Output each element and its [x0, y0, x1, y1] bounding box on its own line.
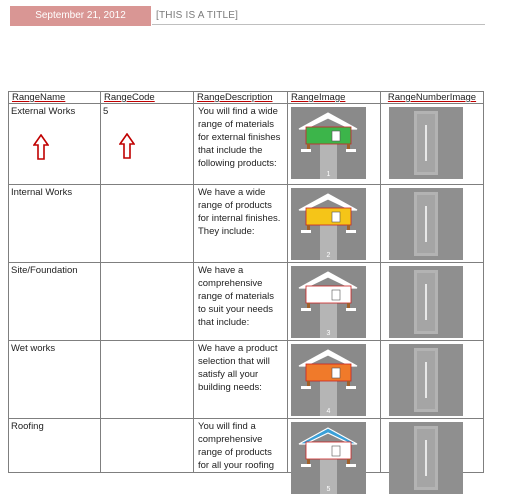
- range-description-cell[interactable]: [194, 419, 288, 473]
- range-description: We have a wide range of products for internal finishes. They include:: [198, 187, 281, 237]
- header-rangecode: RangeCode: [101, 92, 194, 104]
- range-name-cell[interactable]: [9, 104, 101, 185]
- up-arrow-icon: [119, 133, 135, 159]
- range-code-cell[interactable]: [101, 185, 194, 263]
- house-number-label: 2: [326, 252, 331, 259]
- range-number-image-cell[interactable]: [381, 263, 484, 341]
- number-image: [389, 344, 463, 416]
- number-image: [389, 266, 463, 338]
- range-name: Wet works: [11, 343, 56, 354]
- range-name: Site/Foundation: [11, 265, 78, 276]
- number-image: [389, 188, 463, 260]
- range-name: Internal Works: [11, 187, 73, 198]
- date-badge[interactable]: September 21, 2012: [10, 6, 151, 26]
- up-arrow-icon: [33, 134, 49, 160]
- range-code-cell[interactable]: [101, 263, 194, 341]
- header-rangedescription: RangeDescription: [194, 92, 288, 104]
- header-rangenumberimage: RangeNumberImage: [381, 92, 484, 104]
- range-number-image-cell[interactable]: [381, 104, 484, 185]
- range-description: We have a product selection that will satisfy all your building needs:: [198, 343, 278, 393]
- range-number-image-cell[interactable]: [381, 419, 484, 473]
- house-number-label: 3: [326, 330, 331, 337]
- number-image: [389, 107, 463, 179]
- range-name-cell[interactable]: [9, 341, 101, 419]
- range-image-cell[interactable]: [288, 263, 381, 341]
- range-number-image-cell[interactable]: [381, 341, 484, 419]
- range-description: We have a comprehensive range of materials to suit your needs that include:: [198, 265, 275, 328]
- header-rangename: RangeName: [9, 92, 101, 104]
- table-header-row: [9, 92, 484, 104]
- range-description-cell[interactable]: [194, 263, 288, 341]
- range-description: You will find a wide range of materials for external finishes that include the following products:: [198, 106, 281, 169]
- table-row: [9, 341, 484, 419]
- range-code-cell[interactable]: [101, 341, 194, 419]
- range-image-cell[interactable]: [288, 104, 381, 185]
- range-description-cell[interactable]: [194, 341, 288, 419]
- house-number-label: 5: [326, 486, 331, 493]
- table-row: [9, 263, 484, 341]
- table-row: [9, 185, 484, 263]
- house-illustration: [291, 188, 366, 260]
- range-table-wrapper: [8, 91, 484, 493]
- table-row: [9, 419, 484, 473]
- range-image-cell[interactable]: [288, 185, 381, 263]
- range-description-cell[interactable]: [194, 104, 288, 185]
- document-title[interactable]: [THIS IS A TITLE]: [156, 10, 239, 21]
- range-image-cell[interactable]: [288, 341, 381, 419]
- house-illustration: [291, 344, 366, 416]
- range-code-cell[interactable]: [101, 104, 194, 185]
- house-number-label: 1: [326, 171, 331, 178]
- range-name-cell[interactable]: [9, 263, 101, 341]
- range-name: Roofing: [11, 421, 44, 432]
- house-number-label: 4: [326, 408, 331, 415]
- number-image: [389, 422, 463, 494]
- house-illustration: [291, 422, 366, 494]
- range-code: 5: [103, 106, 109, 117]
- house-illustration: [291, 107, 366, 179]
- header-rangeimage: RangeImage: [288, 92, 381, 104]
- range-description-cell[interactable]: [194, 185, 288, 263]
- range-code-cell[interactable]: [101, 419, 194, 473]
- range-table: [8, 91, 484, 493]
- header-rule: [152, 24, 485, 25]
- house-illustration: [291, 266, 366, 338]
- range-name: External Works: [11, 106, 76, 117]
- range-image-cell[interactable]: [288, 419, 381, 493]
- table-row: [9, 104, 484, 185]
- range-number-image-cell[interactable]: [381, 185, 484, 263]
- range-description: You will find a comprehensive range of products for all your roofing: [198, 421, 275, 471]
- range-name-cell[interactable]: [9, 185, 101, 263]
- range-name-cell[interactable]: [9, 419, 101, 473]
